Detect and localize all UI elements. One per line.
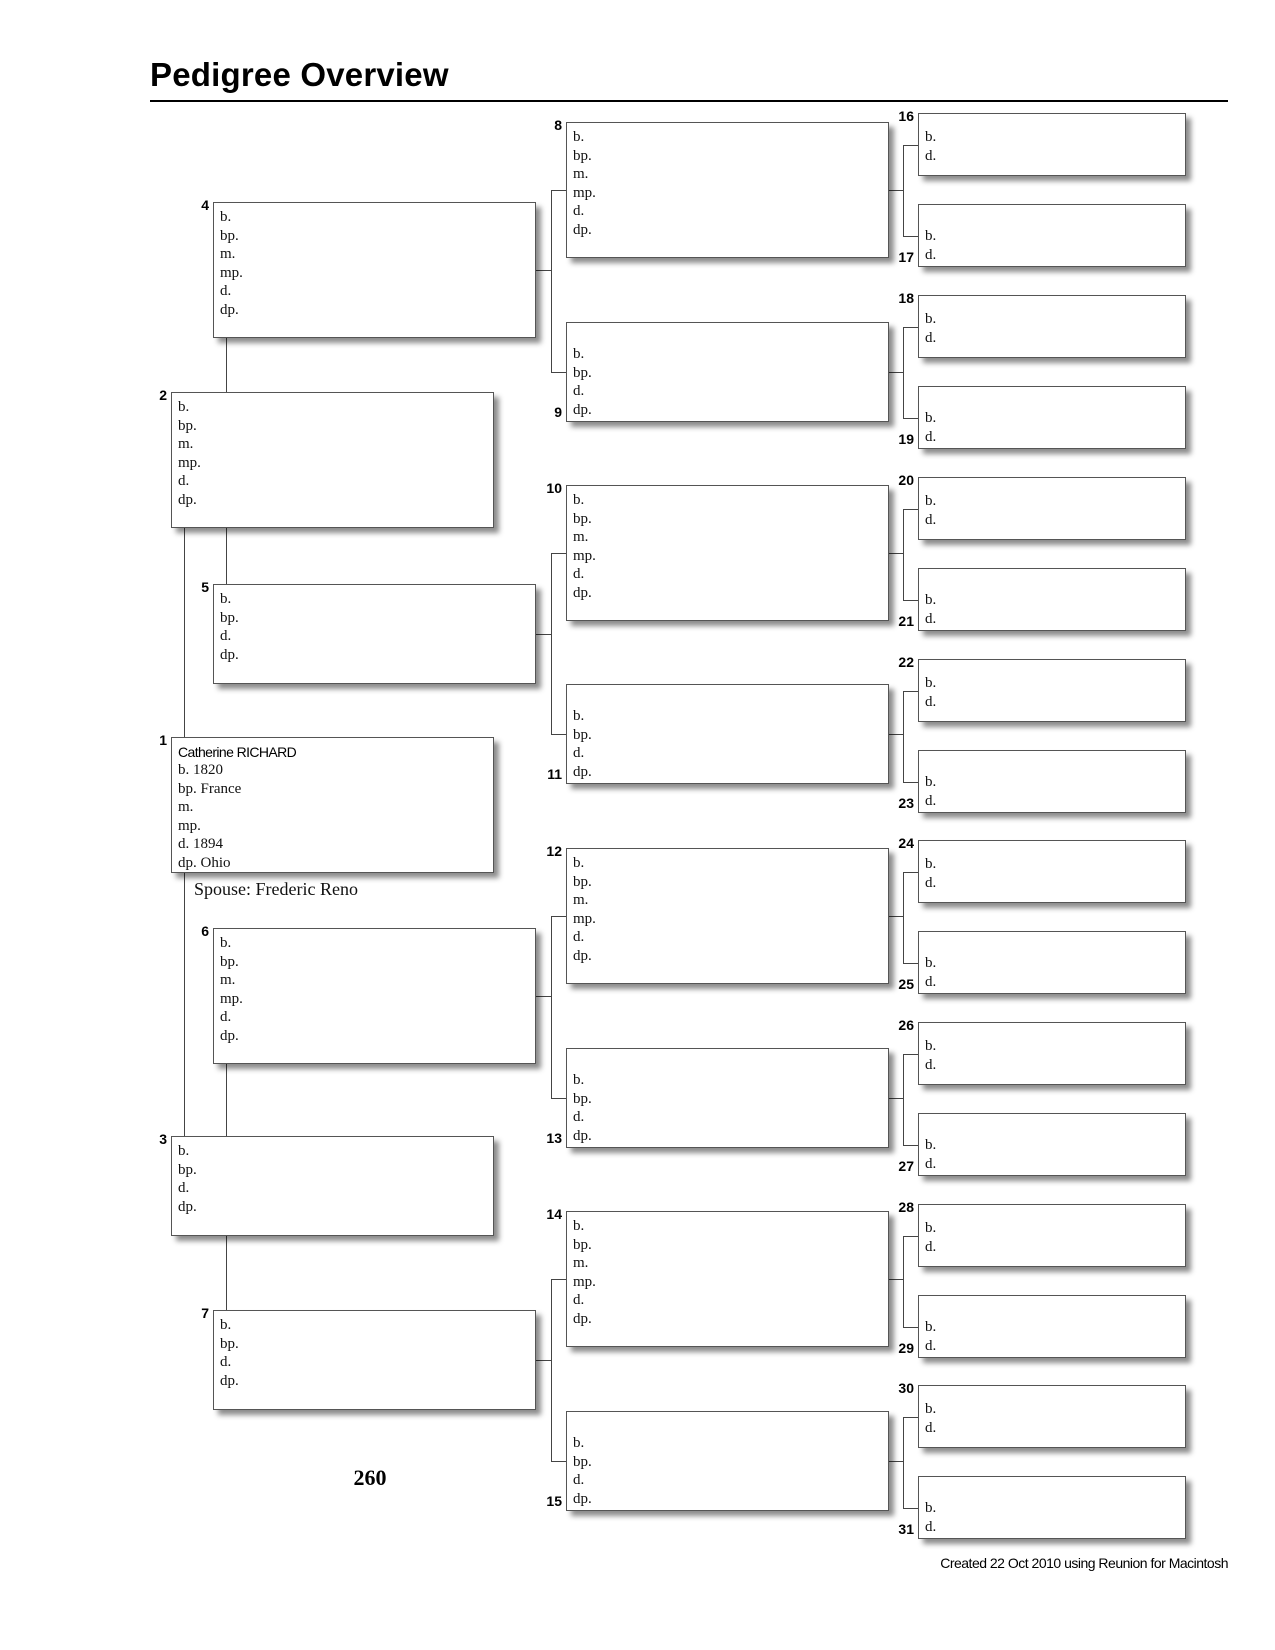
connector-line bbox=[903, 327, 904, 418]
person-box-12[interactable] bbox=[566, 848, 889, 984]
person-field: d. bbox=[573, 1292, 585, 1308]
person-number: 5 bbox=[201, 579, 209, 595]
person-field: m. bbox=[573, 529, 589, 545]
person-field: b. bbox=[220, 935, 232, 951]
connector-line bbox=[903, 1508, 918, 1509]
person-box-22[interactable] bbox=[918, 659, 1186, 722]
person-box-4[interactable] bbox=[213, 202, 536, 338]
connector-line bbox=[903, 872, 918, 873]
person-field: bp. bbox=[573, 726, 592, 743]
person-number: 1 bbox=[159, 732, 167, 748]
page-title: Pedigree Overview bbox=[150, 56, 449, 93]
person-field: d. bbox=[573, 566, 585, 582]
person-field: bp. bbox=[573, 364, 592, 381]
person-field: mp. bbox=[573, 1273, 596, 1290]
person-number: 2 bbox=[159, 387, 167, 403]
person-number: 18 bbox=[898, 290, 914, 306]
connector-line bbox=[551, 553, 566, 554]
person-box-17[interactable] bbox=[918, 204, 1186, 267]
person-number: 28 bbox=[898, 1199, 914, 1215]
person-box-24[interactable] bbox=[918, 840, 1186, 903]
connector-line bbox=[889, 1461, 903, 1462]
person-field: dp. bbox=[178, 1198, 197, 1215]
person-field: bp. bbox=[220, 227, 239, 244]
person-field: d. bbox=[573, 203, 585, 219]
connector-line bbox=[536, 1360, 551, 1361]
person-field: b. bbox=[925, 1319, 937, 1335]
person-number: 10 bbox=[546, 480, 562, 496]
person-box-5[interactable] bbox=[213, 584, 536, 684]
connector-line bbox=[903, 1236, 904, 1327]
person-box-7[interactable] bbox=[213, 1310, 536, 1410]
person-field: d. bbox=[925, 1337, 937, 1354]
person-number: 16 bbox=[898, 108, 914, 124]
person-field: b. bbox=[925, 1220, 937, 1236]
person-field: dp. bbox=[573, 1490, 592, 1507]
person-field: d. bbox=[925, 329, 937, 346]
person-field: bp. bbox=[573, 1453, 592, 1470]
person-field: m. bbox=[220, 246, 236, 262]
person-field: b. bbox=[925, 129, 937, 145]
person-field: b. bbox=[178, 1143, 190, 1159]
connector-line bbox=[903, 1236, 918, 1237]
person-box-25[interactable] bbox=[918, 931, 1186, 994]
connector-line bbox=[551, 553, 552, 734]
person-field: b. 1820 bbox=[178, 762, 223, 778]
person-field: mp. bbox=[573, 910, 596, 927]
connector-line bbox=[903, 509, 904, 600]
connector-line bbox=[889, 916, 903, 917]
person-field: m. bbox=[178, 436, 194, 452]
person-field: d. bbox=[925, 1056, 937, 1073]
page-number: 260 bbox=[353, 1465, 387, 1490]
person-number: 30 bbox=[898, 1380, 914, 1396]
person-box-8[interactable] bbox=[566, 122, 889, 258]
person-field: b. bbox=[925, 1137, 937, 1153]
person-number: 19 bbox=[898, 431, 914, 447]
connector-line bbox=[903, 145, 904, 236]
connector-line bbox=[551, 916, 566, 917]
person-number: 3 bbox=[159, 1131, 167, 1147]
person-number: 24 bbox=[898, 835, 914, 851]
person-field: d. bbox=[925, 1238, 937, 1255]
person-field: dp. bbox=[573, 947, 592, 964]
person-box-9[interactable] bbox=[566, 322, 889, 422]
person-field: bp. bbox=[220, 609, 239, 626]
person-field: d. bbox=[925, 511, 937, 528]
person-name: Catherine RICHARD bbox=[178, 744, 297, 760]
person-field: d. bbox=[925, 693, 937, 710]
person-field: bp. bbox=[178, 1161, 197, 1178]
connector-line bbox=[551, 190, 552, 372]
connector-line bbox=[551, 190, 566, 191]
connector-line bbox=[903, 145, 918, 146]
person-box-27[interactable] bbox=[918, 1113, 1186, 1176]
person-field: b. bbox=[925, 1401, 937, 1417]
person-field: b. bbox=[573, 129, 585, 145]
connector-line bbox=[551, 372, 566, 373]
person-field: b. bbox=[925, 410, 937, 426]
person-box-1[interactable] bbox=[171, 737, 494, 873]
person-number: 26 bbox=[898, 1017, 914, 1033]
person-field: bp. bbox=[220, 1335, 239, 1352]
connector-line bbox=[226, 528, 227, 584]
person-field: dp. Ohio bbox=[178, 854, 231, 871]
person-box-29[interactable] bbox=[918, 1295, 1186, 1358]
person-field: b. bbox=[573, 492, 585, 508]
person-box-6[interactable] bbox=[213, 928, 536, 1064]
person-field: dp. bbox=[573, 763, 592, 780]
connector-line bbox=[903, 327, 918, 328]
connector-line bbox=[903, 1417, 918, 1418]
person-box-10[interactable] bbox=[566, 485, 889, 621]
person-number: 31 bbox=[898, 1521, 914, 1537]
spouse-label: Spouse: Frederic Reno bbox=[194, 879, 358, 899]
person-field: m. bbox=[220, 972, 236, 988]
connector-line bbox=[903, 782, 918, 783]
person-field: m. bbox=[178, 799, 194, 815]
person-number: 17 bbox=[898, 249, 914, 265]
person-number: 13 bbox=[546, 1130, 562, 1146]
connector-line bbox=[551, 1279, 566, 1280]
person-field: b. bbox=[573, 855, 585, 871]
person-number: 25 bbox=[898, 976, 914, 992]
connector-line bbox=[903, 1054, 918, 1055]
connector-line bbox=[889, 1279, 903, 1280]
person-box-3[interactable] bbox=[171, 1136, 494, 1236]
person-number: 15 bbox=[546, 1493, 562, 1509]
person-field: dp. bbox=[573, 1310, 592, 1327]
connector-line bbox=[889, 734, 903, 735]
person-number: 8 bbox=[554, 117, 562, 133]
person-box-28[interactable] bbox=[918, 1204, 1186, 1267]
connector-line bbox=[551, 1279, 552, 1461]
connector-line bbox=[889, 372, 903, 373]
person-field: d. bbox=[925, 973, 937, 990]
person-field: b. bbox=[925, 311, 937, 327]
person-box-13[interactable] bbox=[566, 1048, 889, 1148]
person-number: 29 bbox=[898, 1340, 914, 1356]
person-field: d. bbox=[220, 628, 232, 644]
person-field: bp. bbox=[178, 417, 197, 434]
connector-line bbox=[226, 1236, 227, 1310]
person-field: d. bbox=[220, 1354, 232, 1370]
person-field: d. bbox=[178, 473, 190, 489]
connector-line bbox=[889, 190, 903, 191]
person-field: b. bbox=[573, 1435, 585, 1451]
person-box-18[interactable] bbox=[918, 295, 1186, 358]
person-field: d. bbox=[220, 283, 232, 299]
person-number: 12 bbox=[546, 843, 562, 859]
person-field: b. bbox=[925, 493, 937, 509]
person-field: bp. bbox=[220, 953, 239, 970]
person-field: mp. bbox=[178, 817, 201, 834]
connector-line bbox=[536, 996, 551, 997]
person-field: b. bbox=[573, 1072, 585, 1088]
connector-line bbox=[551, 1461, 566, 1462]
person-field: b. bbox=[220, 1317, 232, 1333]
person-field: dp. bbox=[573, 401, 592, 418]
person-number: 6 bbox=[201, 923, 209, 939]
connector-line bbox=[889, 1098, 903, 1099]
person-field: d. bbox=[573, 383, 585, 399]
connector-line bbox=[903, 1145, 918, 1146]
title-rule bbox=[150, 100, 1228, 102]
connector-line bbox=[551, 916, 552, 1098]
connector-line bbox=[903, 1327, 918, 1328]
person-field: bp. bbox=[573, 1090, 592, 1107]
person-field: m. bbox=[573, 1255, 589, 1271]
person-field: b. bbox=[573, 708, 585, 724]
person-field: b. bbox=[925, 1038, 937, 1054]
person-field: dp. bbox=[220, 1372, 239, 1389]
person-number: 4 bbox=[201, 197, 209, 213]
person-field: mp. bbox=[573, 547, 596, 564]
person-field: b. bbox=[925, 856, 937, 872]
person-field: b. bbox=[573, 346, 585, 362]
person-field: bp. bbox=[573, 873, 592, 890]
person-field: d. 1894 bbox=[178, 836, 223, 852]
connector-line bbox=[903, 691, 904, 782]
person-field: b. bbox=[925, 774, 937, 790]
person-number: 14 bbox=[546, 1206, 562, 1222]
connector-line bbox=[536, 270, 551, 271]
person-field: dp. bbox=[573, 584, 592, 601]
person-field: d. bbox=[925, 1155, 937, 1172]
connector-line bbox=[226, 1064, 227, 1136]
person-field: d. bbox=[220, 1009, 232, 1025]
person-field: b. bbox=[925, 592, 937, 608]
person-field: b. bbox=[925, 675, 937, 691]
connector-line bbox=[903, 509, 918, 510]
person-field: d. bbox=[925, 1419, 937, 1436]
person-number: 21 bbox=[898, 613, 914, 629]
person-box-14[interactable] bbox=[566, 1211, 889, 1347]
person-number: 27 bbox=[898, 1158, 914, 1174]
person-field: d. bbox=[925, 610, 937, 627]
person-field: dp. bbox=[178, 491, 197, 508]
person-field: bp. France bbox=[178, 780, 242, 797]
connector-line bbox=[889, 553, 903, 554]
person-field: mp. bbox=[220, 264, 243, 281]
connector-line bbox=[903, 600, 918, 601]
person-number: 22 bbox=[898, 654, 914, 670]
person-box-21[interactable] bbox=[918, 568, 1186, 631]
person-field: b. bbox=[925, 1500, 937, 1516]
connector-line bbox=[903, 236, 918, 237]
connector-line bbox=[903, 872, 904, 963]
person-field: mp. bbox=[220, 990, 243, 1007]
person-number: 9 bbox=[554, 404, 562, 420]
person-number: 23 bbox=[898, 795, 914, 811]
person-box-31[interactable] bbox=[918, 1476, 1186, 1539]
person-field: m. bbox=[573, 166, 589, 182]
person-field: b. bbox=[220, 209, 232, 225]
person-box-30[interactable] bbox=[918, 1385, 1186, 1448]
connector-line bbox=[903, 1054, 904, 1145]
person-field: d. bbox=[925, 1518, 937, 1535]
person-field: bp. bbox=[573, 1236, 592, 1253]
footer-credit: Created 22 Oct 2010 using Reunion for Macintosh bbox=[940, 1555, 1228, 1571]
person-box-11[interactable] bbox=[566, 684, 889, 784]
connector-line bbox=[551, 734, 566, 735]
person-field: d. bbox=[178, 1180, 190, 1196]
connector-line bbox=[903, 691, 918, 692]
person-field: dp. bbox=[573, 1127, 592, 1144]
connector-line bbox=[903, 1417, 904, 1508]
person-field: d. bbox=[925, 147, 937, 164]
person-field: mp. bbox=[178, 454, 201, 471]
person-field: mp. bbox=[573, 184, 596, 201]
person-box-23[interactable] bbox=[918, 750, 1186, 813]
person-field: d. bbox=[573, 1472, 585, 1488]
person-field: b. bbox=[178, 399, 190, 415]
person-field: d. bbox=[573, 929, 585, 945]
person-field: d. bbox=[573, 745, 585, 761]
person-box-15[interactable] bbox=[566, 1411, 889, 1511]
person-field: d. bbox=[925, 246, 937, 263]
person-number: 20 bbox=[898, 472, 914, 488]
person-field: d. bbox=[925, 874, 937, 891]
person-field: b. bbox=[220, 591, 232, 607]
person-field: dp. bbox=[573, 221, 592, 238]
person-box-2[interactable] bbox=[171, 392, 494, 528]
person-box-20[interactable] bbox=[918, 477, 1186, 540]
person-number: 7 bbox=[201, 1305, 209, 1321]
person-box-19[interactable] bbox=[918, 386, 1186, 449]
connector-line bbox=[551, 1098, 566, 1099]
person-number: 11 bbox=[547, 766, 562, 782]
person-field: dp. bbox=[220, 1027, 239, 1044]
person-field: dp. bbox=[220, 301, 239, 318]
connector-line bbox=[903, 963, 918, 964]
connector-line bbox=[536, 634, 551, 635]
connector-line bbox=[226, 338, 227, 392]
person-field: b. bbox=[573, 1218, 585, 1234]
person-field: m. bbox=[573, 892, 589, 908]
person-field: d. bbox=[925, 792, 937, 809]
person-field: dp. bbox=[220, 646, 239, 663]
person-field: b. bbox=[925, 228, 937, 244]
person-field: bp. bbox=[573, 147, 592, 164]
connector-line bbox=[903, 418, 918, 419]
person-field: d. bbox=[925, 428, 937, 445]
person-box-16[interactable] bbox=[918, 113, 1186, 176]
person-box-26[interactable] bbox=[918, 1022, 1186, 1085]
person-field: b. bbox=[925, 955, 937, 971]
person-field: d. bbox=[573, 1109, 585, 1125]
person-field: bp. bbox=[573, 510, 592, 527]
